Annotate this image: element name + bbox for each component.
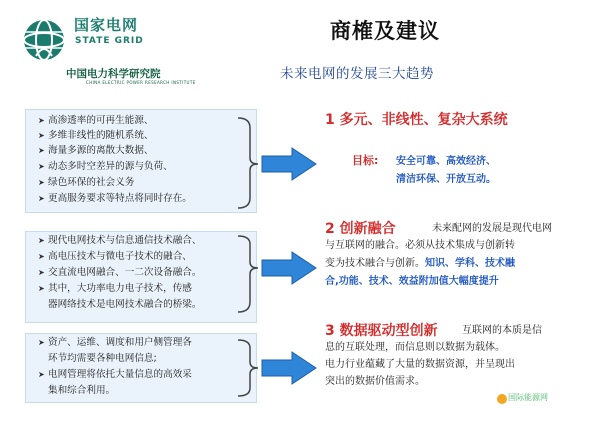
trend-2-line-3: 变为技术融合与创新。知识、学科、技术融 bbox=[325, 258, 515, 269]
list-item: ➤ 高电压技术与微电子技术的融合、 bbox=[38, 251, 192, 262]
brace-2 bbox=[238, 236, 258, 312]
watermark-text: 国际能源网 bbox=[508, 393, 548, 402]
epri-name-cn: 中国电力科学研究院 bbox=[66, 68, 161, 80]
trend-3-line-2: 息的互联处理，而信息则以数据为载体。 bbox=[325, 342, 505, 353]
bullet-arrow-icon: ➤ bbox=[38, 194, 45, 203]
trend-2-line-1: 未来配网的发展是现代电网 bbox=[432, 223, 552, 234]
page-subtitle: 未来电网的发展三大趋势 bbox=[280, 66, 434, 82]
list-item: ➤ 动态多时空差异的源与负荷、 bbox=[38, 161, 173, 172]
bullet-arrow-icon: ➤ bbox=[38, 162, 45, 171]
arrow-2-icon bbox=[262, 252, 316, 284]
list-item: ➤ 绿色环保的社会义务 bbox=[38, 177, 135, 188]
epri-name-en: CHINA ELECTRIC POWER RESEARCH INSTITUTE bbox=[86, 80, 196, 85]
bullet-arrow-icon: ➤ bbox=[38, 131, 45, 140]
trend-2-line-2: 与互联网的融合。必须从技术集成与创新转 bbox=[325, 240, 515, 251]
list-item: ➤ 现代电网技术与信息通信技术融合、 bbox=[38, 235, 202, 246]
list-item: ➤ 更高服务要求等特点将同时存在。 bbox=[38, 193, 192, 204]
bullet-arrow-icon: ➤ bbox=[38, 116, 45, 125]
brace-1 bbox=[238, 118, 258, 208]
list-item: ➤ 交直流电网融合、一二次设备融合。 bbox=[38, 267, 202, 278]
state-grid-name-cn: 国家电网 bbox=[74, 16, 139, 34]
bullet-arrow-icon: ➤ bbox=[38, 146, 45, 155]
trend-3-heading: 3 数据驱动型创新 bbox=[325, 323, 438, 339]
bullet-arrow-icon: ➤ bbox=[38, 252, 45, 261]
list-item-continuation: 器网络技术是电网技术融合的桥梁。 bbox=[48, 299, 202, 310]
bullet-arrow-icon: ➤ bbox=[38, 236, 45, 245]
brace-3 bbox=[238, 340, 258, 396]
trend-3-line-4: 突出的数据价值需求。 bbox=[325, 376, 425, 387]
list-item: ➤ 多维非线性的随机系统、 bbox=[38, 130, 154, 141]
list-item: ➤ 海量多源的离散大数据、 bbox=[38, 145, 154, 156]
list-item: ➤ 电网管理将依托大量信息的高效采 bbox=[38, 369, 192, 380]
trend-1-goal-line-1: 安全可靠、高效经济、 bbox=[396, 156, 496, 167]
bullet-arrow-icon: ➤ bbox=[38, 268, 45, 277]
trend-2-line-4: 合,功能、技术、效益附加值大幅度提升 bbox=[325, 276, 499, 287]
list-item-continuation: 环节均需要各种电网信息; bbox=[48, 353, 157, 364]
bullet-arrow-icon: ➤ bbox=[38, 284, 45, 293]
page-title: 商榷及建议 bbox=[330, 19, 440, 43]
trend-1-goal-label: 目标: bbox=[352, 154, 379, 167]
bullet-arrow-icon: ➤ bbox=[38, 338, 45, 347]
trend-2-heading: 2 创新融合 bbox=[325, 221, 396, 237]
trend-1-goal-line-2: 清洁环保、开放互动。 bbox=[396, 174, 496, 185]
bullet-arrow-icon: ➤ bbox=[38, 178, 45, 187]
list-item-continuation: 集和综合利用。 bbox=[48, 385, 116, 396]
arrow-1-icon bbox=[262, 148, 316, 180]
trend-3-line-1: 互联网的本质是信 bbox=[462, 325, 542, 336]
state-grid-name-en: STATE GRID bbox=[75, 36, 144, 46]
list-item: ➤ 资产、运维、调度和用户侧管理各 bbox=[38, 337, 192, 348]
bullet-arrow-icon: ➤ bbox=[38, 370, 45, 379]
trend-3-line-3: 电力行业蕴藏了大量的数据资源，并呈现出 bbox=[325, 359, 515, 370]
list-item: ➤ 其中，大功率电力电子技术，传感 bbox=[38, 283, 192, 294]
arrow-3-icon bbox=[262, 352, 316, 384]
watermark-logo-icon bbox=[497, 394, 507, 404]
list-item: ➤ 高渗透率的可再生能源、 bbox=[38, 115, 154, 126]
trend-1-heading: 1 多元、非线性、复杂大系统 bbox=[325, 112, 508, 128]
